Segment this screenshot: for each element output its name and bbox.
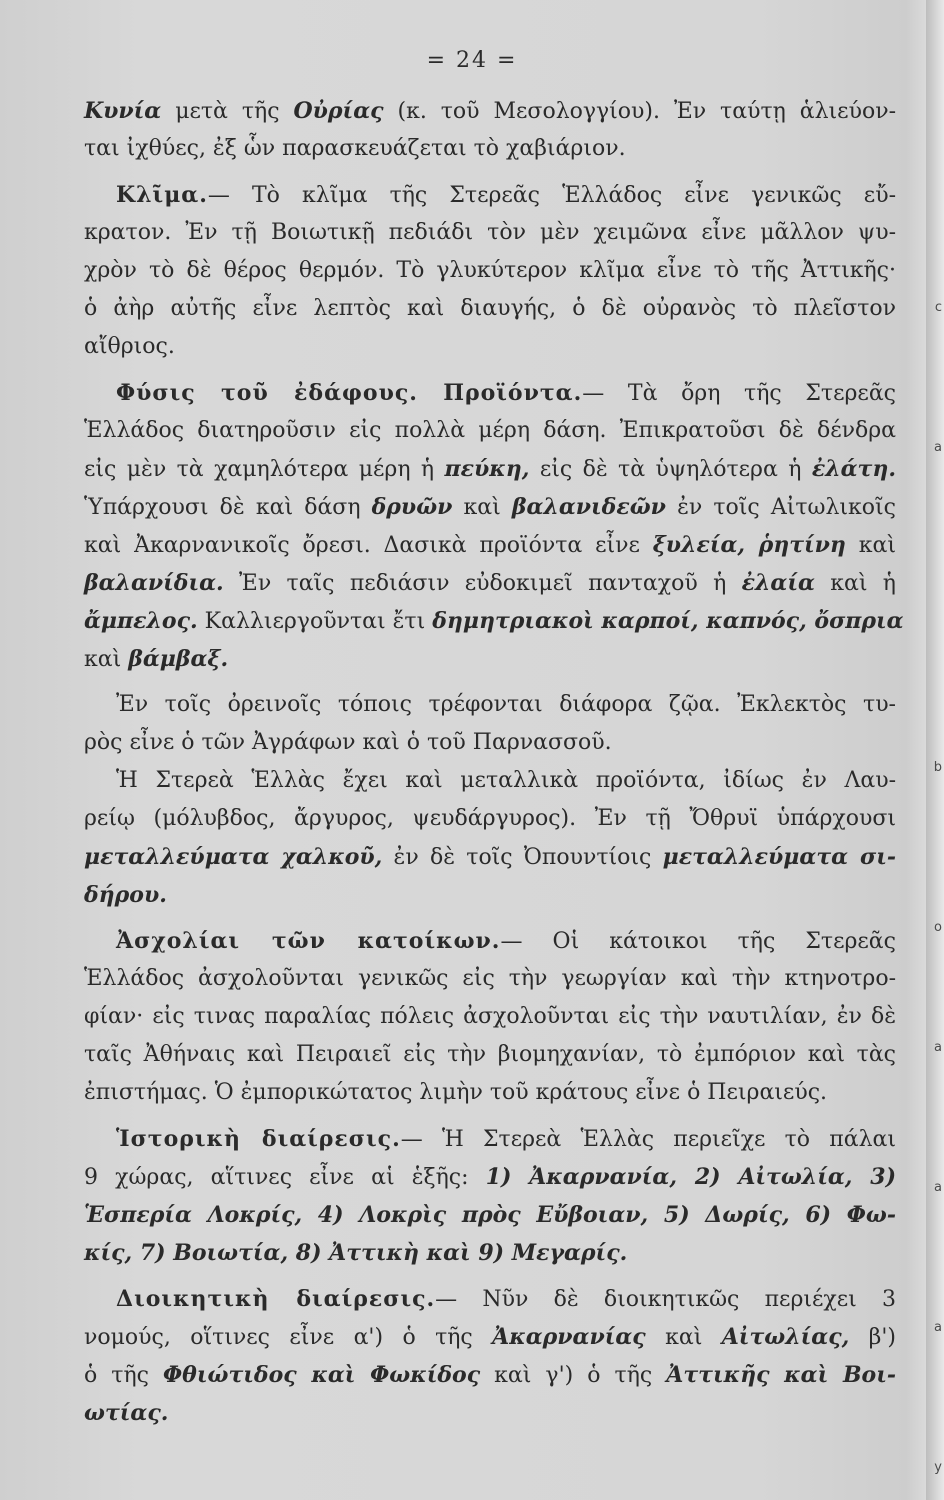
emphasized-term: βαλανίδια. <box>84 570 224 596</box>
emphasized-term: Ἀττικῆς καὶ Βοι- <box>666 1362 896 1388</box>
text-run: καὶ ἡ <box>814 571 896 596</box>
emphasized-term: μεταλλεύματα σι- <box>662 844 896 870</box>
emphasized-term: μεταλλεύματα χαλκοῦ, <box>84 844 383 870</box>
text-line <box>84 960 896 998</box>
text-run: καὶ Ἀκαρνανικοῖς ὄρεσι. Δασικὰ προϊόντα εἶνε <box>84 533 653 558</box>
text-line <box>84 602 904 640</box>
edge-char: b <box>933 760 942 775</box>
text-line <box>84 214 896 252</box>
text-line <box>84 1356 896 1394</box>
text-run: εἰς μὲν τὰ χαμηλότερα μέρη ἡ <box>84 457 445 482</box>
emphasized-term: Φθιώτιδος καὶ Φωκίδος <box>163 1362 481 1388</box>
text-run: — Ἡ Στερεὰ Ἑλλὰς περιεῖχε τὸ πάλαι <box>400 1127 897 1152</box>
text-line <box>84 1394 896 1432</box>
page-number: = 24 = <box>426 48 518 73</box>
text-run: ἐν δὲ τοῖς Ὀπουντίοις <box>382 845 663 870</box>
emphasized-term: 1) Ἀκαρνανία, 2) Αἰτωλία, 3) <box>485 1164 896 1190</box>
text-run: ἐν τοῖς Αἰτωλικοῖς <box>665 495 896 520</box>
emphasized-term: ἐλαία <box>741 570 815 596</box>
edge-char: a <box>934 1320 942 1335</box>
emphasized-term: πεύκη, <box>444 456 530 482</box>
text-line <box>84 1234 896 1272</box>
text-line <box>84 1074 896 1112</box>
emphasized-term: κίς, <box>84 1240 140 1266</box>
text-run: — Νῦν δὲ διοικητικῶς περιέχει 3 <box>435 1287 896 1312</box>
emphasized-term: Κυνία <box>84 98 162 124</box>
edge-char: y <box>934 1460 942 1475</box>
text-run: ται ἰχθύες, ἐξ ὧν παρασκευάζεται τὸ χαβιάριον. <box>84 136 626 161</box>
text-run: καὶ <box>645 1325 722 1350</box>
text-line <box>84 724 896 762</box>
text-run: 9 χώρας, αἵτινες εἶνε αἱ ἑξῆς: <box>84 1165 486 1190</box>
emphasized-term: ξυλεία, ῥητίνη <box>652 532 846 558</box>
text-line <box>84 1036 896 1074</box>
text-line <box>84 412 896 450</box>
text-line <box>84 92 896 130</box>
text-line <box>84 328 896 366</box>
text-run: κρατον. Ἐν τῇ Βοιωτικῇ πεδιάδι τὸν μὲν χειμῶνα εἶνε μᾶλλον ψυ- <box>84 220 896 245</box>
text-run: Ἡ Στερεὰ Ἑλλὰς ἔχει καὶ μεταλλικὰ προϊόντα, ἰδίως ἐν Λαυ- <box>116 768 896 793</box>
text-run: — Τὸ κλῖμα τῆς Στερεᾶς Ἑλλάδος εἶνε γενικῶς εὔ- <box>207 183 896 208</box>
body-text <box>84 92 904 1432</box>
text-run: Ὑπάρχουσι δὲ καὶ δάση <box>84 495 372 520</box>
text-line <box>84 1196 896 1234</box>
text-run: εἰς δὲ τὰ ὑψηλότερα ἡ <box>529 457 812 482</box>
text-line <box>84 640 896 678</box>
text-run: β') <box>849 1325 897 1350</box>
text-run: φίαν· εἰς τινας παραλίας πόλεις ἀσχολοῦνται εἰς τὴν ναυτιλίαν, ἐν δὲ <box>84 1004 896 1029</box>
text-run: (κ. τοῦ Μεσολογγίου). Ἐν ταύτῃ ἁλιεύον- <box>383 99 897 124</box>
text-line <box>84 252 896 290</box>
emphasized-term: ἐλάτη. <box>811 456 897 482</box>
section-heading: Φύσις τοῦ ἐδάφους. Προϊόντα. <box>116 380 583 406</box>
text-run: — Οἱ κάτοικοι τῆς Στερεᾶς <box>500 929 896 954</box>
section-heading: Ἀσχολίαι τῶν κατοίκων. <box>116 928 501 954</box>
emphasized-term: δημητριακοὶ καρποί, καπνός, ὄσπρια <box>432 608 904 634</box>
text-run: ὁ ἀὴρ αὐτῆς εἶνε λεπτὸς καὶ διαυγής, ὁ δὲ οὐρανὸς τὸ πλεῖστον <box>84 296 896 321</box>
text-line <box>84 998 896 1036</box>
section-heading: Κλῖμα. <box>116 182 208 208</box>
text-run: Ἑλλάδος διατηροῦσιν εἰς πολλὰ μέρη δάση. Ἐπικρατοῦσι δὲ δένδρα <box>84 418 896 443</box>
text-run: καὶ <box>84 647 129 672</box>
text-line <box>84 290 896 328</box>
edge-char: a <box>934 1180 942 1195</box>
text-line <box>84 130 896 168</box>
text-run: αἴθριος. <box>84 334 175 359</box>
text-run: Ἑλλάδος ἀσχολοῦνται γενικῶς εἰς τὴν γεωργίαν καὶ τὴν κτηνοτρο- <box>84 966 896 991</box>
emphasized-term: Οὐρίας <box>293 98 384 124</box>
text-line <box>84 1158 896 1196</box>
text-run: Ἐν ταῖς πεδιάσιν εὐδοκιμεῖ πανταχοῦ ἡ <box>223 571 742 596</box>
emphasized-term: ωτίας. <box>84 1400 169 1426</box>
text-run: καὶ γ') ὁ τῆς <box>480 1363 667 1388</box>
emphasized-term: ἄμπελος. <box>84 608 198 634</box>
emphasized-term: δρυῶν <box>371 494 453 520</box>
text-run: ταῖς Ἀθήναις καὶ Πειραιεῖ εἰς τὴν βιομηχανίαν, τὸ ἐμπόριον καὶ τὰς <box>84 1042 896 1067</box>
text-run: ρὸς εἶνε ὁ τῶν Ἀγράφων καὶ ὁ τοῦ Παρνασσοῦ. <box>84 730 612 755</box>
text-line <box>84 450 896 488</box>
section-heading: Ἱστορικὴ διαίρεσις. <box>116 1126 401 1152</box>
text-run: Καλλιεργοῦνται ἔτι <box>197 609 433 634</box>
edge-char: a <box>934 440 942 455</box>
emphasized-term: βαλανιδεῶν <box>511 494 666 520</box>
adjacent-page-edge <box>926 0 944 1500</box>
text-run: καὶ <box>452 495 512 520</box>
text-line <box>84 374 896 412</box>
emphasized-term: Ἀκαρνανίας <box>492 1324 646 1350</box>
text-line <box>84 564 896 602</box>
text-run: καὶ <box>845 533 896 558</box>
emphasized-term: βάμβαξ. <box>128 646 229 672</box>
text-line <box>84 838 896 876</box>
text-line <box>84 922 896 960</box>
emphasized-term: Ἑσπερία Λοκρίς, 4) Λοκρὶς πρὸς Εὔβοιαν, 5) Δωρίς, 6) Φω- <box>84 1202 896 1228</box>
emphasized-term: δήρου. <box>84 882 167 908</box>
emphasized-term: 7) Βοιωτία, 8) Ἀττικὴ καὶ 9) Μεγαρίς. <box>139 1240 628 1266</box>
text-run: νομούς, οἵτινες εἶνε α') ὁ τῆς <box>84 1325 493 1350</box>
edge-char: a <box>934 1040 942 1055</box>
text-line <box>84 686 896 724</box>
text-line <box>84 488 896 526</box>
text-line <box>84 1280 896 1318</box>
edge-char: o <box>934 920 942 935</box>
text-line <box>84 176 896 214</box>
emphasized-term: Αἰτωλίας, <box>721 1324 850 1350</box>
text-line <box>84 526 896 564</box>
text-line <box>84 876 896 914</box>
text-run: μετὰ τῆς <box>161 99 294 124</box>
section-heading: Διοικητικὴ διαίρεσις. <box>116 1286 436 1312</box>
text-run: χρὸν τὸ δὲ θέρος θερμόν. Τὸ γλυκύτερον κλῖμα εἶνε τὸ τῆς Ἀττικῆς· <box>84 258 896 283</box>
text-line <box>84 762 896 800</box>
text-line <box>84 800 896 838</box>
edge-char: c <box>934 300 942 315</box>
text-line <box>84 1120 896 1158</box>
text-run: ρείῳ (μόλυβδος, ἄργυρος, ψευδάργυρος). Ἐν τῇ Ὄθρυϊ ὑπάρχουσι <box>84 806 896 831</box>
text-run: — Τὰ ὄρη τῆς Στερεᾶς <box>582 381 896 406</box>
text-run: Ἐν τοῖς ὀρεινοῖς τόποις τρέφονται διάφορα ζῷα. Ἐκλεκτὸς τυ- <box>116 692 896 717</box>
text-run: ὁ τῆς <box>84 1363 164 1388</box>
text-line <box>84 1318 896 1356</box>
text-run: ἐπιστήμας. Ὁ ἐμπορικώτατος λιμὴν τοῦ κράτους εἶνε ὁ Πειραιεύς. <box>84 1080 828 1105</box>
